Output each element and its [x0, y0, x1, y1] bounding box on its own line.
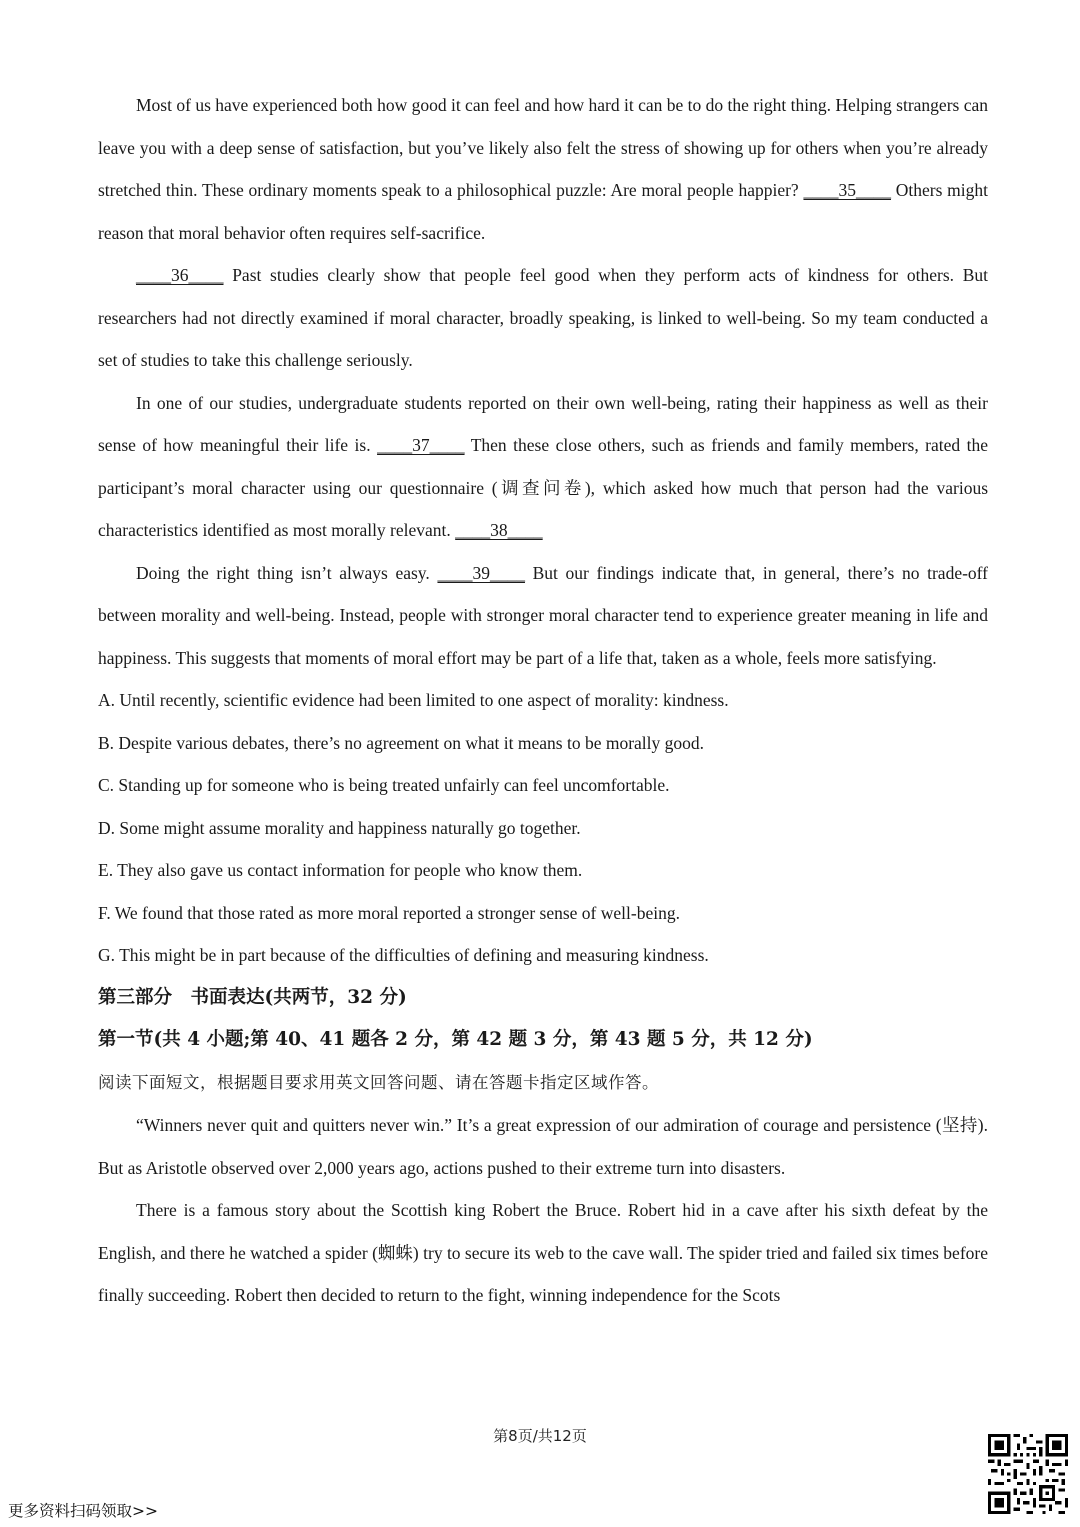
- option-g: G. This might be in part because of the difficulties of defining and measuring kindness.: [98, 945, 709, 965]
- section-subtitle: 第一节(共 4 小题;第 40、41 题各 2 分，第 42 题 3 分，第 43 题 5 分，共 12 分): [98, 1029, 813, 1050]
- option-c: C. Standing up for someone who is being treated unfairly can feel uncomfortable.: [98, 775, 670, 795]
- blank-39: ____39____: [437, 562, 525, 583]
- section-title: 第三部分 书面表达(共两节，32 分): [98, 986, 407, 1008]
- option-d: D. Some might assume morality and happiness naturally go together.: [98, 817, 581, 838]
- passage2-paragraph-2: There is a famous story about the Scottish king Robert the Bruce. Robert hid in a cave after his sixth defeat by the English, and there he watched a spider (蜘蛛) try to secure its web to the cave wall. The spider tried and failed six times before finally succeeding. Robert then decided to return to the fight, winning independence for the Scots: [98, 1200, 988, 1305]
- option-b: B. Despite various debates, there’s no agreement on what it means to be morally good.: [98, 732, 705, 753]
- section-instruction: 阅读下面短文，根据题目要求用英文回答问题、请在答题卡指定区域作答。: [98, 1072, 659, 1092]
- option-e: E. They also gave us contact information for people who know them.: [98, 860, 583, 880]
- paragraph-4-text-a: Doing the right thing isn’t always easy.: [136, 562, 438, 583]
- qr-code-icon[interactable]: [988, 1434, 1068, 1514]
- page-number: 第8页/共12页: [493, 1427, 587, 1445]
- blank-38: ____38____: [455, 520, 543, 540]
- paragraph-2: [98, 254, 988, 382]
- option-a: A. Until recently, scientific evidence had been limited to one aspect of morality: kindness.: [98, 690, 729, 710]
- page-content: [98, 84, 988, 1317]
- paragraph-1: [98, 84, 988, 254]
- paragraph-1-text-b: Others might reason that moral behavior often requires self-sacrifice.: [98, 180, 988, 243]
- option-f: F. We found that those rated as more moral reported a stronger sense of well-being.: [98, 902, 680, 923]
- blank-35: ____35____: [803, 180, 891, 200]
- paragraph-3: [98, 382, 988, 552]
- paragraph-2-text: Past studies clearly show that people feel good when they perform acts of kindness for others. But researchers had not directly examined if moral character, broadly speaking, is linked to well-being. So my team conducted a set of studies to take this challenge seriously.: [98, 265, 988, 370]
- blank-36: ____36____: [136, 265, 224, 285]
- paragraph-4-text-b: But our findings indicate that, in general, there’s no trade-off between morality and well-being. Instead, people with stronger moral character tend to experience greater meaning in life and happiness. This suggests that moments of moral effort may be part of a life that, taken as a whole, feels more satisfying.: [98, 562, 988, 668]
- paragraph-3-text-a: In one of our studies, undergraduate students reported on their own well-being, rating their happiness as well as their sense of how meaningful their life is.: [98, 392, 988, 455]
- blank-37: ____37____: [377, 435, 465, 455]
- paragraph-1-text-a: Most of us have experienced both how good it can feel and how hard it can be to do the right thing. Helping strangers can leave you with a deep sense of satisfaction, but you’ve likely also felt the stress of showing up for others when you’re already stretched thin. These ordinary moments speak to a philosophical puzzle: Are moral people happier?: [98, 95, 988, 200]
- passage2-paragraph-1: “Winners never quit and quitters never win.” It’s a great expression of our admiration of courage and persistence (坚持). But as Aristotle observed over 2,000 years ago, actions pushed to their extreme turn into disasters.: [98, 1115, 988, 1178]
- more-resources-link[interactable]: 更多资料扫码领取>>: [8, 1502, 158, 1520]
- paragraph-4: [98, 552, 988, 680]
- paragraph-3-text-b: Then these close others, such as friends and family members, rated the participant’s moral character using our questionnaire (调查问卷), which asked how much that person had the various characteristics identified as most morally relevant.: [98, 435, 988, 540]
